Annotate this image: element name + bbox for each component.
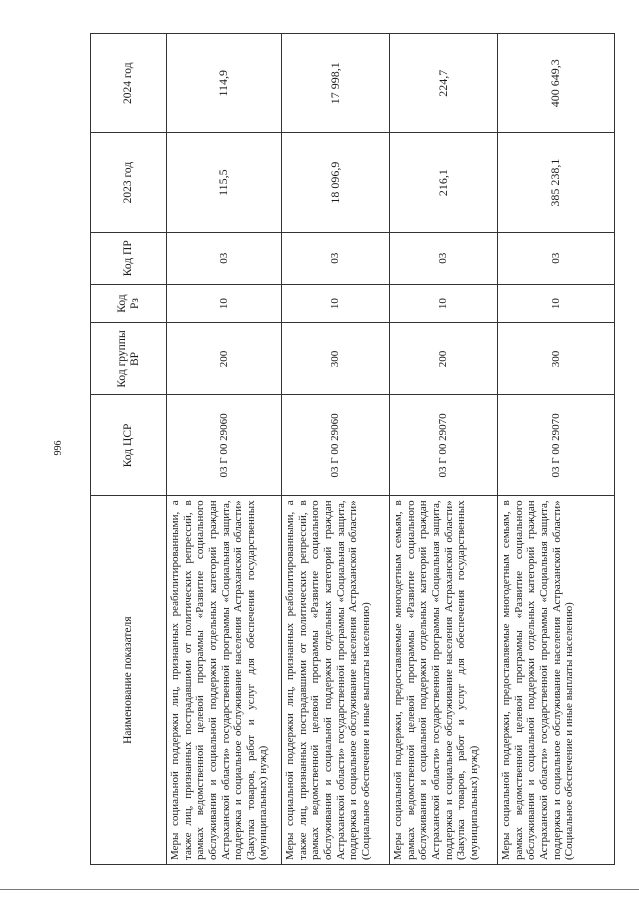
header-vr: Код группы ВР [91, 323, 167, 395]
budget-table-rotated [90, 33, 614, 865]
row-csr: 03 Г 00 29070 [390, 395, 498, 496]
row-2024: 17 998,1 [282, 34, 390, 133]
header-csr: Код ЦСР [91, 395, 167, 496]
table-row [167, 34, 282, 865]
row-pr: 03 [167, 232, 282, 284]
row-pr: 03 [282, 232, 390, 284]
row-pr: 03 [498, 232, 615, 284]
row-csr: 03 Г 00 29060 [282, 395, 390, 496]
page-number: 996 [53, 440, 64, 456]
row-2023: 385 238,1 [498, 133, 615, 232]
row-name: Меры социальной поддержки лиц, признанных реабилитированными, а также лиц, признанных пострадавшими от политических репрессий, в рамках ведомственной целевой программы «Развитие социального обслуживания и социальной поддержки отдельных категорий граждан Астраханской области» государственной программы «Социальная защита, поддержка и социальное обслуживание населения Астраханской области» (Закупка товаров, работ и услуг для обеспечения государственных (муниципальных) нужд) [167, 496, 282, 865]
row-rz: 10 [390, 284, 498, 323]
table-row [282, 34, 390, 865]
row-name: Меры социальной поддержки, предоставляемые многодетным семьям, в рамках ведомственной целевой программы «Развитие социального обслуживания и социальной поддержки отдельных категорий граждан Астраханской области» государственной программы «Социальная защита, поддержка и социальное обслуживание населения Астраханской области» (Закупка товаров, работ и услуг для обеспечения государственных (муниципальных) нужд) [390, 496, 498, 865]
row-rz: 10 [282, 284, 390, 323]
row-csr: 03 Г 00 29070 [498, 395, 615, 496]
row-name: Меры социальной поддержки, предоставляемые многодетным семьям, в рамках ведомственной целевой программы «Развитие социального обслуживания и социальной поддержки отдельных категорий граждан Астраханской области» государственной программы «Социальная защита, поддержка и социальное обслуживание населения Астраханской области» (Социальное обеспечение и иные выплаты населению) [498, 496, 615, 865]
row-2023: 115,5 [167, 133, 282, 232]
row-name: Меры социальной поддержки лиц, признанных реабилитированными, а также лиц, признанных пострадавшими от политических репрессий, в рамках ведомственной целевой программы «Развитие социального обслуживания и социальной поддержки отдельных категорий граждан Астраханской области» государственной программы «Социальная защита, поддержка и социальное обслуживание населения Астраханской области» (Социальное обеспечение и иные выплаты населению) [282, 496, 390, 865]
header-pr: Код ПР [91, 232, 167, 284]
budget-table [90, 33, 615, 865]
header-2024: 2024 год [91, 34, 167, 133]
row-2023: 18 096,9 [282, 133, 390, 232]
header-2023: 2023 год [91, 133, 167, 232]
row-vr: 300 [498, 323, 615, 395]
row-vr: 200 [167, 323, 282, 395]
header-row [91, 34, 167, 865]
scan-edge-divider [0, 889, 639, 890]
table-row [390, 34, 498, 865]
row-vr: 300 [282, 323, 390, 395]
row-vr: 200 [390, 323, 498, 395]
row-2024: 224,7 [390, 34, 498, 133]
row-2024: 114,9 [167, 34, 282, 133]
row-csr: 03 Г 00 29060 [167, 395, 282, 496]
row-2024: 400 649,3 [498, 34, 615, 133]
table-row [498, 34, 615, 865]
row-pr: 03 [390, 232, 498, 284]
header-name: Наименование показателя [91, 496, 167, 865]
header-rz: Код Рз [91, 284, 167, 323]
row-rz: 10 [498, 284, 615, 323]
row-rz: 10 [167, 284, 282, 323]
row-2023: 216,1 [390, 133, 498, 232]
